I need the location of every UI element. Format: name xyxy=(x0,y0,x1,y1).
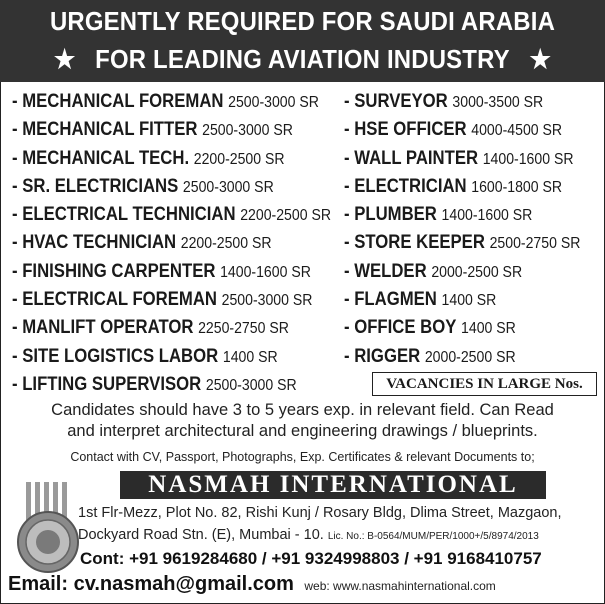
job-item xyxy=(344,286,580,314)
job-title: - OFFICE BOY xyxy=(344,317,457,339)
job-salary: 1400 SR xyxy=(222,348,278,366)
job-title: - WALL PAINTER xyxy=(344,147,479,169)
job-salary: 2500-3000 SR xyxy=(202,122,293,140)
job-title: - MECHANICAL TECH. xyxy=(12,147,190,169)
job-item xyxy=(12,145,331,173)
job-salary: 1400-1600 SR xyxy=(441,207,533,225)
headline: URGENTLY REQUIRED FOR SAUDI ARABIA xyxy=(49,6,556,36)
job-title: - SURVEYOR xyxy=(344,91,448,112)
job-item xyxy=(12,371,331,399)
star-icon: ★ xyxy=(529,44,552,74)
job-title: - STORE KEEPER xyxy=(344,232,485,254)
requirements-line-1: Candidates should have 3 to 5 years exp. in relevant field. Can Read xyxy=(51,401,554,419)
job-salary: 1400 SR xyxy=(441,292,497,310)
requirements-line-2: and interpret architectural and engineering drawings / blueprints. xyxy=(67,422,538,440)
job-item xyxy=(12,201,331,229)
job-item xyxy=(12,88,331,116)
vacancies-badge: VACANCIES IN LARGE Nos. xyxy=(372,372,597,396)
job-item xyxy=(344,201,580,229)
job-item xyxy=(344,116,580,144)
job-title: - RIGGER xyxy=(344,345,421,367)
job-title: - ELECTRICIAN xyxy=(344,175,467,197)
job-salary: 1600-1800 SR xyxy=(471,178,563,196)
website-link[interactable]: web: www.nasmahinternational.com xyxy=(304,579,496,593)
job-item xyxy=(344,145,580,173)
license-number: Lic. No.: B-0564/MUM/PER/1000+/5/8974/2013 xyxy=(327,531,539,542)
job-salary: 3000-3500 SR xyxy=(452,94,544,111)
star-icon: ★ xyxy=(53,44,76,74)
address-city: Dockyard Road Stn. (E), Mumbai - 10. xyxy=(78,527,324,543)
company-emblem-icon xyxy=(12,480,84,576)
job-salary: 2500-3000 SR xyxy=(182,178,274,196)
job-item xyxy=(12,116,331,144)
job-title: - WELDER xyxy=(344,260,427,282)
job-title: - HSE OFFICER xyxy=(344,119,467,141)
job-salary: 2000-2500 SR xyxy=(424,348,516,366)
email-address[interactable]: Email: cv.nasmah@gmail.com xyxy=(8,573,294,595)
job-title: - MANLIFT OPERATOR xyxy=(12,317,194,339)
job-item xyxy=(344,88,580,116)
job-salary: 1400-1600 SR xyxy=(482,150,574,168)
subheadline-text: FOR LEADING AVIATION INDUSTRY xyxy=(95,44,510,74)
job-salary: 2000-2500 SR xyxy=(431,263,523,281)
subheadline xyxy=(24,44,581,75)
job-title: - MECHANICAL FITTER xyxy=(12,119,198,141)
job-salary: 1400 SR xyxy=(461,320,516,338)
job-item xyxy=(12,343,331,371)
job-item xyxy=(344,173,580,201)
job-title: - MECHANICAL FOREMAN xyxy=(12,91,224,112)
job-title: - SITE LOGISTICS LABOR xyxy=(12,345,219,367)
job-item xyxy=(344,229,580,257)
job-item xyxy=(12,314,331,342)
job-item xyxy=(344,258,580,286)
address-line-1: 1st Flr-Mezz, Plot No. 82, Rishi Kunj / Rosary Bldg, Dlima Street, Mazgaon, xyxy=(78,505,562,521)
job-title: - HVAC TECHNICIAN xyxy=(12,232,177,254)
job-salary: 2500-3000 SR xyxy=(228,94,319,111)
job-column-right xyxy=(344,88,605,371)
header-banner xyxy=(0,0,605,82)
job-column-left xyxy=(12,88,375,399)
job-salary: 4000-4500 SR xyxy=(471,122,563,140)
job-title: - ELECTRICAL TECHNICIAN xyxy=(12,204,236,226)
job-salary: 2500-2750 SR xyxy=(489,235,581,253)
job-salary: 2250-2750 SR xyxy=(198,320,289,338)
job-salary: 2200-2500 SR xyxy=(240,207,332,225)
job-salary: 2200-2500 SR xyxy=(193,150,285,168)
job-title: - LIFTING SUPERVISOR xyxy=(12,373,202,395)
job-title: - PLUMBER xyxy=(344,204,437,226)
company-name: NASMAH INTERNATIONAL xyxy=(120,471,546,499)
address-line-2 xyxy=(78,527,539,543)
job-title: - ELECTRICAL FOREMAN xyxy=(12,289,217,311)
job-title: - SR. ELECTRICIANS xyxy=(12,175,179,197)
job-item xyxy=(12,286,331,314)
contact-instructions: Contact with CV, Passport, Photographs, Exp. Certificates & relevant Documents to; xyxy=(70,450,535,464)
job-item xyxy=(12,173,331,201)
job-item xyxy=(12,229,331,257)
job-title: - FINISHING CARPENTER xyxy=(12,260,216,282)
phone-numbers: Cont: +91 9619284680 / +91 9324998803 / +91 9168410757 xyxy=(80,549,542,568)
job-title: - FLAGMEN xyxy=(344,289,437,311)
job-salary: 2500-3000 SR xyxy=(221,292,313,310)
email-row xyxy=(8,573,496,596)
job-item xyxy=(344,314,580,342)
job-salary: 2500-3000 SR xyxy=(205,376,297,394)
job-item xyxy=(344,343,580,371)
job-salary: 1400-1600 SR xyxy=(220,263,311,281)
job-salary: 2200-2500 SR xyxy=(180,235,272,253)
job-item xyxy=(12,258,331,286)
